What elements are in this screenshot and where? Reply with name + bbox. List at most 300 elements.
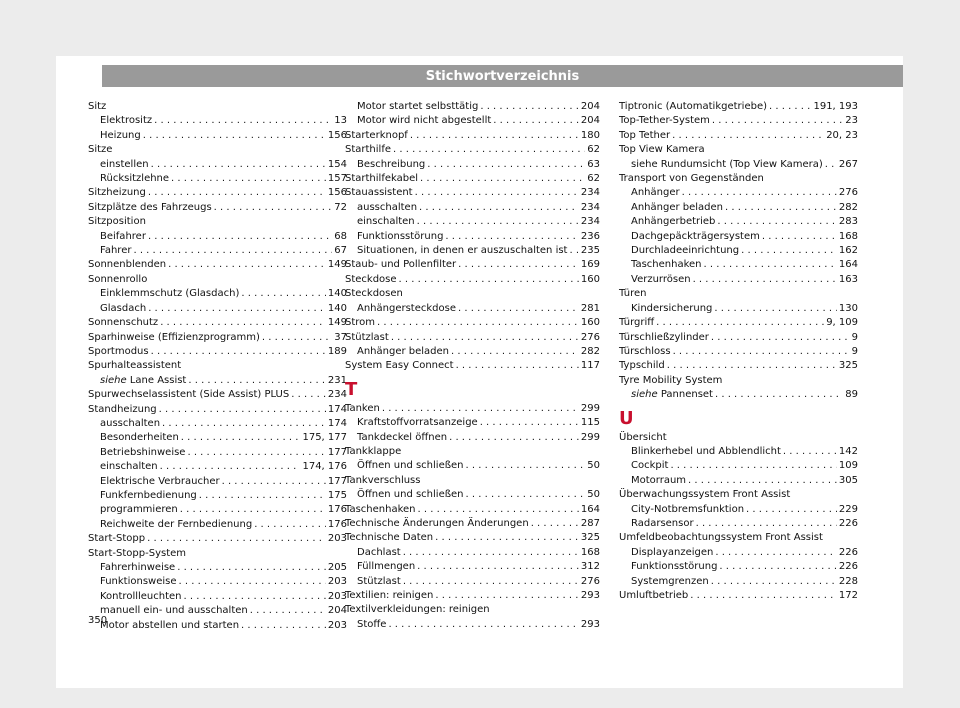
index-subentry [345,201,600,215]
index-term: Taschenhaken [631,259,702,271]
index-subentry [345,560,600,574]
index-term: Sonnenblenden [88,259,167,271]
index-heading: Türen [619,288,647,300]
page-reference: 62 [587,144,600,156]
index-term: Sonnenschutz [88,317,159,329]
index-term: ausschalten [100,417,161,429]
index-heading: Überwachungssystem Front Assist [619,489,791,501]
index-subentry [88,244,347,258]
dot-leader [168,258,326,272]
dot-leader [480,416,579,430]
dot-leader [445,230,578,244]
dot-leader [133,244,332,258]
index-heading: Start-Stopp-System [88,547,187,559]
index-subentry [345,459,600,473]
dot-leader [417,560,579,574]
dot-leader [688,474,837,488]
page-reference: 228 [838,575,858,587]
page-reference: 130 [838,302,858,314]
index-term: Anhänger beladen [631,201,724,213]
dot-leader [456,359,579,373]
index-term: Staub- und Pollenfilter [345,259,457,271]
page-reference: 37 [334,331,347,343]
index-term: Blinkerhebel und Abblendlicht [631,445,781,457]
index-entry [345,316,600,330]
index-subentry [345,345,600,359]
index-term: Fahrer [100,245,132,257]
index-entry [345,143,600,157]
page-reference: 172 [838,590,858,601]
page-reference: 226 [838,546,858,558]
index-subentry [619,201,858,215]
dot-leader [769,100,811,114]
index-subentry [88,604,347,618]
index-term: programmieren [100,504,178,516]
page-reference: 140 [327,302,347,314]
dot-leader [741,244,837,258]
page-reference: 9 [851,331,858,343]
dot-leader [458,258,579,272]
page-reference: 62 [587,173,600,185]
dot-leader [250,604,326,618]
index-term: Sparhinweise (Effizienzprogramm) [88,331,260,343]
dot-leader [419,201,579,215]
index-subentry [345,100,600,114]
dot-leader [531,517,579,531]
index-term: einstellen [100,158,149,170]
dot-leader [435,531,579,545]
dot-leader [262,331,332,345]
page-reference: 163 [838,273,858,285]
see-reference: siehe [100,374,127,386]
dot-leader [151,158,326,172]
index-entry [345,258,600,272]
index-subentry [345,575,600,589]
index-subentry [619,215,858,229]
page-reference: 175 [327,489,347,501]
index-subentry [619,388,858,402]
index-subentry [88,129,347,143]
dot-leader [417,215,579,229]
dot-leader [715,388,843,402]
page-reference: 115 [580,417,600,429]
index-term: Heizung [100,129,141,141]
dot-leader [382,402,579,416]
page-reference: 13 [334,115,347,127]
page-reference: 293 [580,590,600,601]
page-reference: 117 [580,360,600,372]
page-reference: 156 [327,187,347,199]
page-reference: 325 [580,532,600,544]
index-subentry [345,215,600,229]
page-reference: 234 [580,216,600,228]
index-heading: Tankklappe [345,445,402,457]
index-term: Verzurrösen [631,273,691,285]
page-reference: 157 [327,173,347,185]
index-term: Radarsensor [631,517,694,529]
index-term: Technische Daten [345,532,434,544]
dot-leader [693,273,837,287]
index-term: Türgriff [619,317,655,329]
index-term [100,374,186,388]
index-term: Füllmengen [357,561,416,573]
dot-leader [725,201,837,215]
index-entry [345,589,600,603]
page-reference: 175, 177 [302,432,347,444]
page-reference: 174, 176 [302,461,347,473]
dot-leader [690,589,837,603]
index-heading: Sonnenrollo [88,273,148,285]
index-term: Beschreibung [357,158,426,170]
index-term: Start-Stopp [88,533,146,545]
dot-leader [762,230,837,244]
index-term: Systemgrenzen [631,575,709,587]
dot-leader [410,129,579,143]
index-entry [88,532,347,546]
index-subentry [619,158,858,172]
dot-leader [388,618,578,632]
index-term: Sitzheizung [88,187,146,199]
index-subentry [88,431,347,445]
dot-leader [711,331,850,345]
index-entry [88,201,347,215]
page-reference: 149 [327,317,347,329]
index-entry [619,129,858,143]
dot-leader [181,431,301,445]
see-target: Lane Assist [126,374,187,386]
dot-leader [466,488,586,502]
dot-leader [291,388,326,402]
dot-leader [714,302,837,316]
index-subentry [345,302,600,316]
dot-leader [458,302,579,316]
page-title: Stichwortverzeichnis [425,69,580,84]
index-subentry [345,618,600,632]
index-subentry [88,590,347,604]
page-reference: 226 [838,517,858,529]
index-column-3 [619,100,858,603]
index-heading: Transport von Gegenständen [619,173,764,185]
index-term: Starterknopf [345,129,408,141]
dot-leader [403,575,579,589]
index-letter-heading: U [619,407,634,429]
index-term: Elektrische Verbraucher [100,475,220,487]
index-term: Top Tether [619,129,671,141]
index-entry [88,258,347,272]
page-reference: 177 [327,446,347,458]
index-entry [619,359,858,373]
dot-leader [159,403,326,417]
index-heading: Tyre Mobility System [619,374,723,386]
dot-leader [569,244,578,258]
dot-leader [783,445,837,459]
dot-leader [420,172,585,186]
index-letter-heading: T [345,378,358,400]
index-subentry [88,575,347,589]
dot-leader [241,287,326,301]
index-subentry [345,488,600,502]
page-reference: 68 [334,230,347,242]
index-term: Sitzplätze des Fahrzeugs [88,201,212,213]
page-reference: 287 [580,517,600,529]
index-term: Türschließzylinder [619,331,709,343]
index-term: Motorraum [631,474,687,486]
index-term: Anhänger [631,187,680,199]
index-entry [88,403,347,417]
page-reference: 203 [327,619,347,631]
dot-leader [199,489,326,503]
dot-leader [719,560,836,574]
page-reference: 234 [327,389,347,401]
index-term: Türschloss [619,345,671,357]
dot-leader [480,100,579,114]
page-reference: 203 [327,590,347,602]
index-heading: Tankverschluss [345,474,421,486]
index-subentry [345,158,600,172]
index-entry [619,345,858,359]
index-term: Stützlast [345,331,389,343]
index-subentry [619,503,858,517]
index-term: Rücksitzlehne [100,173,170,185]
index-entry [345,331,600,345]
page-reference: 281 [580,302,600,314]
page-reference: 234 [580,201,600,213]
index-term: Tanken [345,402,380,414]
index-column-2 [345,100,600,632]
index-entry [619,114,858,128]
index-term: Anhänger beladen [357,345,450,357]
index-term: Funktionsweise [100,576,177,588]
page-reference: 174 [327,417,347,429]
dot-leader [151,345,326,359]
page-reference: 72 [334,201,347,213]
index-subentry [88,374,347,388]
page-reference: 164 [580,503,600,515]
index-term: Beifahrer [100,230,146,242]
index-entry [619,589,858,603]
index-subentry [345,230,600,244]
dot-leader [715,546,837,560]
page-reference: 109 [838,460,858,472]
index-subentry [345,546,600,560]
page-reference: 276 [580,331,600,343]
page-reference: 299 [580,402,600,414]
dot-leader [377,316,579,330]
page-reference: 149 [327,259,347,271]
dot-leader [184,590,326,604]
page-reference: 276 [580,575,600,587]
index-term: ausschalten [357,201,418,213]
index-subentry [88,158,347,172]
page-reference: 189 [327,345,347,357]
index-term: Anhängerbetrieb [631,216,716,228]
index-entry [345,531,600,545]
index-subentry [88,460,347,474]
index-term: Spurwechselassistent (Side Assist) PLUS [88,389,290,401]
index-subentry [88,230,347,244]
index-term: Technische Änderungen Änderungen [345,517,529,529]
dot-leader [403,546,579,560]
index-term: manuell ein- und ausschalten [100,605,248,617]
page-reference: 234 [580,187,600,199]
dot-leader [180,503,326,517]
index-heading: Sitze [88,144,113,156]
index-subentry [88,446,347,460]
index-term: einschalten [357,216,415,228]
index-term: Kraftstoffvorratsanzeige [357,417,478,429]
dot-leader [222,475,326,489]
index-subentry [88,417,347,431]
page-reference: 204 [580,115,600,127]
index-subentry [619,474,858,488]
index-term: Textilien: reinigen [345,590,434,601]
index-term: Fahrerhinweise [100,562,176,573]
page-reference: 235 [580,245,600,257]
index-heading: Textilverkleidungen: reinigen [345,604,490,616]
index-term: Motor wird nicht abgestellt [357,115,492,127]
index-term: Motor abstellen und starten [100,619,240,631]
index-entry [345,359,600,373]
index-term: Umluftbetrieb [619,590,689,601]
page-reference: 160 [580,273,600,285]
index-term: Starthilfe [345,144,391,156]
index-entry [345,517,600,531]
index-entry [619,331,858,345]
index-term: City-Notbremsfunktion [631,503,745,515]
index-term: Anhängersteckdose [357,302,456,314]
page-reference: 204 [580,101,600,112]
index-term: Starthilfekabel [345,173,419,185]
index-term: Strom [345,317,376,329]
index-term: System Easy Connect [345,360,454,372]
page-reference: 20, 23 [826,129,858,141]
dot-leader [427,158,585,172]
index-term: Besonderheiten [100,432,179,444]
index-term: Betriebshinweise [100,446,186,458]
page-reference: 276 [838,187,858,199]
index-subentry [619,445,858,459]
page-reference: 89 [845,389,858,401]
index-term: Stauassistent [345,187,413,199]
dot-leader [696,517,837,531]
index-term: Cockpit [631,460,669,472]
page-reference: 140 [327,288,347,300]
index-subentry [88,475,347,489]
index-term: Motor startet selbsttätig [357,101,479,112]
dot-leader [418,503,579,517]
dot-leader [667,359,837,373]
index-term: Displayanzeigen [631,546,714,558]
index-entry [345,503,600,517]
index-subentry [88,302,347,316]
index-term: Steckdose [345,273,397,285]
dot-leader [435,589,579,603]
index-term: Standheizung [88,403,157,415]
index-term: siehe Rundumsicht (Top View Kamera) [631,158,823,170]
dot-leader [148,186,326,200]
index-subentry [619,560,858,574]
page-reference: 176 [327,518,347,530]
page-reference: 67 [334,245,347,257]
page-reference: 142 [838,445,858,457]
dot-leader [415,186,579,200]
dot-leader [154,114,332,128]
index-term: Stoffe [357,618,387,630]
page-reference: 191, 193 [813,101,858,112]
page-number: 350 [88,615,108,626]
dot-leader [466,459,586,473]
dot-leader [241,619,326,633]
index-subentry [88,561,347,575]
dot-leader [188,374,326,388]
page-reference: 154 [327,158,347,170]
page-reference: 50 [587,489,600,501]
page-reference: 325 [838,360,858,372]
index-subentry [88,489,347,503]
index-term: Typschild [619,360,665,372]
page-reference: 203 [327,576,347,588]
index-term: Tankdeckel öffnen [357,431,448,443]
index-heading: Sitz [88,101,107,112]
dot-leader [712,114,843,128]
dot-leader [672,129,824,143]
page-reference: 226 [838,561,858,573]
dot-leader [147,532,326,546]
see-reference: siehe [631,389,658,401]
page-reference: 156 [327,129,347,141]
index-entry [345,273,600,287]
page-reference: 9, 109 [826,317,858,329]
dot-leader [214,201,333,215]
dot-leader [493,114,579,128]
dot-leader [451,345,579,359]
page-reference: 50 [587,460,600,472]
index-term: Funktionsstörung [357,230,444,242]
index-term: Dachgepäckträgersystem [631,230,760,242]
index-heading: Spurhalteassistent [88,360,182,372]
index-term: Öffnen und schließen [357,489,464,501]
page-reference: 177 [327,475,347,487]
index-subentry [619,517,858,531]
page-reference: 236 [580,230,600,242]
index-subentry [88,287,347,301]
dot-leader [187,446,325,460]
index-subentry [345,114,600,128]
page-reference: 174 [327,403,347,415]
index-page [56,56,903,688]
page-reference: 299 [580,431,600,443]
index-entry [619,100,858,114]
index-heading: Top View Kamera [619,144,705,156]
dot-leader [391,331,579,345]
index-term: Stützlast [357,575,401,587]
index-term: Top-Tether-System [619,115,710,127]
index-subentry [619,302,858,316]
page-reference: 282 [580,345,600,357]
page-reference: 282 [838,201,858,213]
index-heading: Umfeldbeobachtungssystem Front Assist [619,532,823,544]
dot-leader [148,230,332,244]
page-reference: 23 [845,115,858,127]
index-term: Tiptronic (Automatikgetriebe) [619,101,767,112]
index-subentry [619,459,858,473]
index-subentry [345,431,600,445]
dot-leader [162,417,326,431]
index-term: Funkfernbedienung [100,489,197,501]
index-entry [345,402,600,416]
index-entry [345,129,600,143]
page-reference: 293 [580,618,600,630]
